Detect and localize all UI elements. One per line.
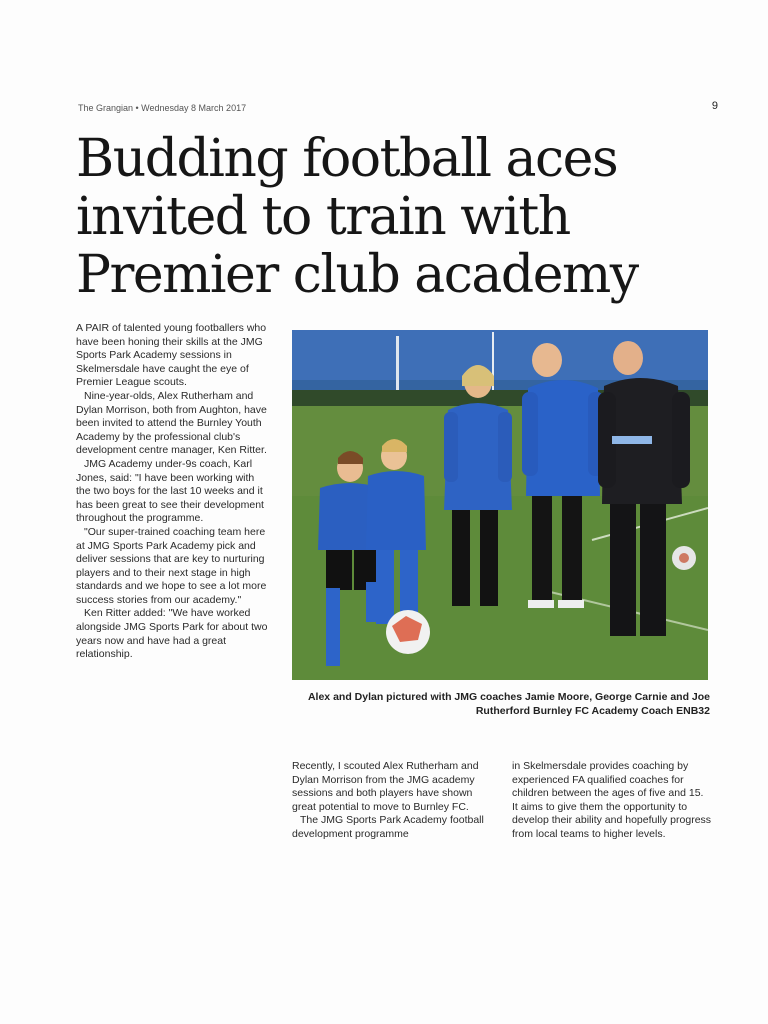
paragraph: JMG Academy under-9s coach, Karl Jones, said: "I have been working with the two boys for the last 10 weeks and it has been great to see their development throughout the programme. — [76, 457, 264, 525]
page-number: 9 — [711, 100, 718, 112]
paragraph: in Skelmersdale provides coaching by experienced FA qualified coaches for children between the ages of five and 15. It aims to give them the opportunity to develop their ability and hopefully progress from local teams to higher levels. — [512, 760, 712, 840]
paragraph: Nine-year-olds, Alex Rutherham and Dylan Morrison, both from Aughton, have been invited to attend the Burnley Youth Academy by the professional club's development centre manager, Ken Ritter. — [76, 389, 267, 457]
paragraph: Ken Ritter added: "We have worked alongside JMG Sports Park for about two years now and have had a great relationship. — [76, 607, 268, 661]
paragraph: "Our super-trained coaching team here at JMG Sports Park Academy pick and deliver sessions that are key to nurturing players and to their next stage in high standards and we hope to see a lot more success stories from our academy." — [76, 525, 267, 606]
article-column-2 — [292, 760, 490, 910]
article-column-3 — [512, 760, 712, 910]
paragraph: The JMG Sports Park Academy football development programme — [292, 814, 484, 840]
headline-line-2: invited to train with — [76, 187, 570, 247]
running-head — [78, 100, 718, 118]
publication-date-line: The Grangian • Wednesday 8 March 2017 — [78, 103, 247, 113]
paragraph: Recently, I scouted Alex Rutherham and Dylan Morrison from the JMG academy sessions and both players have shown great potential to move to Burnley FC. — [292, 760, 479, 813]
article-column-1 — [76, 322, 268, 912]
article-photo — [292, 330, 708, 680]
headline-line-3: Premier club academy — [76, 245, 638, 305]
photo-caption: Alex and Dylan pictured with JMG coaches Jamie Moore, George Carnie and Joe Rutherford Burnley FC Academy Coach ENB32 — [307, 691, 710, 717]
football-team-photo — [292, 330, 708, 680]
headline-line-1: Budding football aces — [76, 129, 618, 189]
headline — [76, 130, 716, 304]
paragraph: A PAIR of talented young footballers who have been honing their skills at the JMG Sports Park Academy sessions in Skelmersdale have caught the eye of Premier League scouts. — [76, 322, 267, 389]
